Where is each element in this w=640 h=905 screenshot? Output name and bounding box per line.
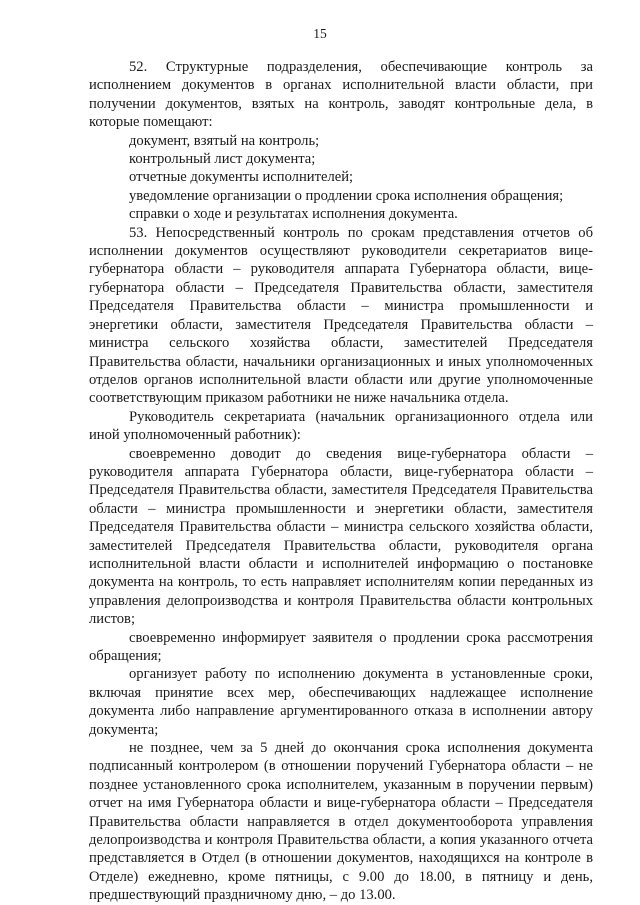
list-item-reports: отчетные документы исполнителей; <box>129 169 354 186</box>
paragraph-duty-inform: своевременно доводит до сведения вице-губернатора области – руководителя аппарата Губернатора области, вице-губернатора области – Председателя Правительства области, заместителя Председателя Правительства области – министра промышленности и энергетики области, заместителя Председателя Правительства области – министра сельского хозяйства области, заместителей Председателя Правительства области, руководителя органа исполнительной власти области и исполнителей информацию о постановке документа на контроль, то есть направляет исполнителям копии переданных из управления делопроизводства и контроля Правительства области контрольных листов; <box>89 445 593 628</box>
document-body <box>89 58 593 905</box>
paragraph-duty-report: не позднее, чем за 5 дней до окончания срока исполнения документа подписанный контролером (в отношении поручений Губернатора области – не позднее установленного срока исполнителем, указанным в поручении первым) отчет на имя Губернатора области и вице-губернатора области – Председателя Правительства области направляется в отдел документооборота управления делопроизводства и контроля Правительства области, а копия указанного отчета представляется в Отдел (в отношении документов, находящихся на контроле в Отделе) ежедневно, кроме пятницы, с 9.00 до 18.00, в пятницу и день, предшествующий праздничному дню, – до 13.00. <box>89 740 593 904</box>
page-number: 15 <box>313 26 327 41</box>
list-item-references: справки о ходе и результатах исполнения документа. <box>129 206 458 223</box>
paragraph-53: 53. Непосредственный контроль по срокам представления отчетов об исполнении документов осуществляют руководители секретариатов вице-губернатора области – руководителя аппарата Губернатора области, вице-губернатора области – Председателя Правительства области, заместителя Председателя Правительства области – министра промышленности и энергетики области, заместителя Председателя Правительства области – министра сельского хозяйства области, заместителей Председателя Правительства области, начальники организационных и иных уполномоченных отделов органов исполнительной власти области или другие уполномоченные соответствующим приказом работники не ниже начальника отдела. <box>89 224 593 407</box>
paragraph-duty-applicant: своевременно информирует заявителя о продлении срока рассмотрения обращения; <box>89 629 593 664</box>
list-item-notification: уведомление организации о продлении срока исполнения обращения; <box>129 187 564 204</box>
paragraph-duty-organize: организует работу по исполнению документа в установленные сроки, включая принятие всех мер, обеспечивающих надлежащее исполнение документа либо направление аргументированного отказа в исполнении автору документа; <box>89 666 593 738</box>
list-item-control-sheet: контрольный лист документа; <box>129 151 316 168</box>
paragraph-secretariat-head: Руководитель секретариата (начальник организационного отдела или иной уполномоченный работник): <box>89 408 593 444</box>
list-item-document: документ, взятый на контроль; <box>129 132 320 149</box>
paragraph-52: 52. Структурные подразделения, обеспечивающие контроль за исполнением документов в органах исполнительной власти области, при получении документов, взятых на контроль, заводят контрольные дела, в которые помещают: <box>89 59 593 131</box>
